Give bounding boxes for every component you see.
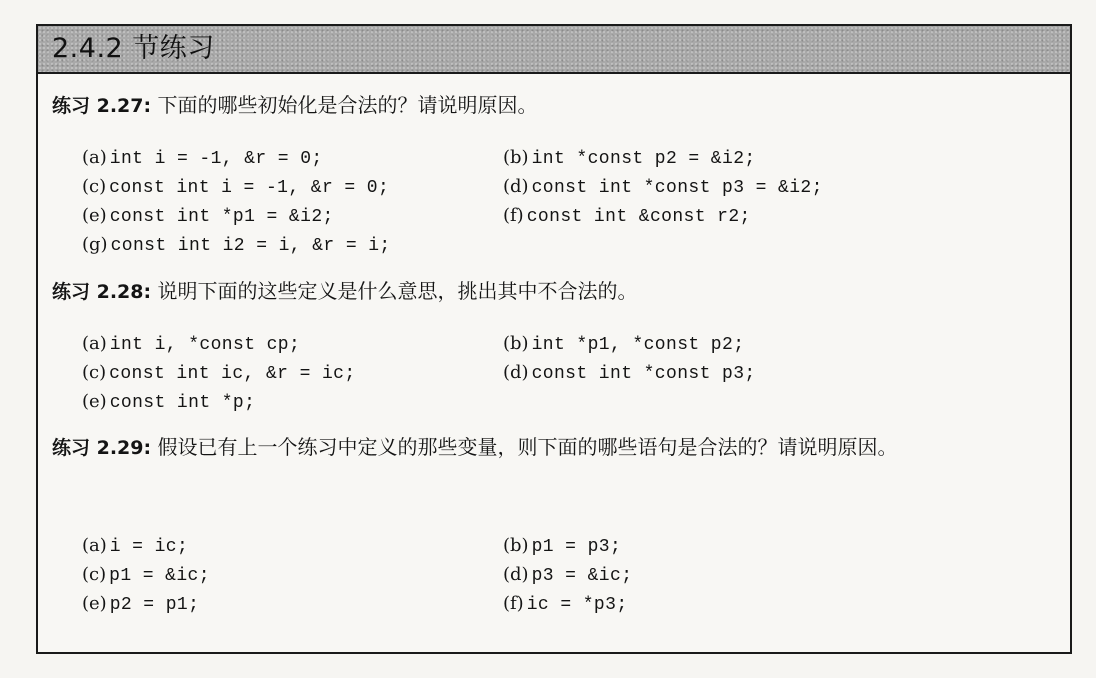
exercise-prompt: 下面的哪些初始化是合法的？请说明原因。 [157, 93, 538, 117]
item-tag: (c) [82, 176, 107, 197]
item-code: p2 = p1; [109, 595, 200, 615]
item-code: const int *const p3; [531, 364, 756, 384]
exercise-item [82, 330, 300, 359]
item-tag: (a) [82, 535, 107, 556]
exercise-item [503, 590, 628, 619]
item-code: int i = -1, &r = 0; [109, 149, 323, 169]
item-tag: (f) [503, 205, 524, 226]
exercise-item [82, 144, 323, 173]
item-code: int i, *const cp; [109, 335, 301, 355]
exercise-heading [52, 430, 1052, 465]
exercise-item [82, 231, 391, 260]
item-code: int *const p2 = &i2; [531, 149, 756, 169]
item-tag: (a) [82, 147, 107, 168]
item-code: ic = *p3; [526, 595, 628, 615]
item-tag: (e) [82, 391, 107, 412]
section-title: 2.4.2 节练习 [52, 33, 215, 64]
item-tag: (a) [82, 333, 107, 354]
item-code: const int i = -1, &r = 0; [109, 178, 390, 198]
exercise-prompt: 说明下面的这些定义是什么意思，挑出其中不合法的。 [157, 279, 638, 303]
exercise-item [503, 532, 621, 561]
item-code: int *p1, *const p2; [531, 335, 745, 355]
item-tag: (c) [82, 564, 107, 585]
exercise-label: 练习 2.28: [52, 281, 152, 303]
item-tag: (e) [82, 593, 107, 614]
item-tag: (e) [82, 205, 107, 226]
item-code: const int &const r2; [526, 207, 751, 227]
exercise-heading [52, 276, 637, 307]
exercise-label: 练习 2.27: [52, 95, 152, 117]
exercise-item [503, 330, 744, 359]
exercise-item [503, 202, 751, 231]
item-tag: (c) [82, 362, 107, 383]
item-tag: (g) [82, 234, 108, 255]
item-tag: (b) [503, 147, 529, 168]
item-code: const int *p1 = &i2; [109, 207, 334, 227]
item-tag: (d) [503, 176, 529, 197]
exercise-item [82, 202, 334, 231]
exercise-item [82, 388, 255, 417]
exercise-item [82, 561, 210, 590]
exercise-prompt: 假设已有上一个练习中定义的那些变量，则下面的哪些语句是合法的？请说明原因。 [157, 435, 898, 459]
item-code: const int *const p3 = &i2; [531, 178, 823, 198]
exercise-item [503, 359, 756, 388]
item-code: const int *p; [109, 393, 256, 413]
exercise-item [82, 532, 188, 561]
item-code: const int ic, &r = ic; [109, 364, 356, 384]
exercise-item [503, 173, 823, 202]
item-tag: (b) [503, 535, 529, 556]
item-code: const int i2 = i, &r = i; [110, 236, 391, 256]
exercise-item [82, 359, 356, 388]
exercise-item [503, 144, 756, 173]
item-tag: (d) [503, 362, 529, 383]
item-code: p3 = &ic; [531, 566, 633, 586]
item-tag: (b) [503, 333, 529, 354]
exercise-item [503, 561, 632, 590]
item-tag: (f) [503, 593, 524, 614]
exercise-heading [52, 90, 537, 121]
exercise-box [36, 24, 1072, 654]
exercise-label: 练习 2.29: [52, 437, 152, 459]
item-tag: (d) [503, 564, 529, 585]
exercise-item [82, 590, 199, 619]
item-code: p1 = &ic; [109, 566, 210, 586]
exercise-item [82, 173, 389, 202]
section-title-bar [38, 26, 1070, 74]
item-code: i = ic; [109, 537, 189, 557]
item-code: p1 = p3; [531, 537, 622, 557]
